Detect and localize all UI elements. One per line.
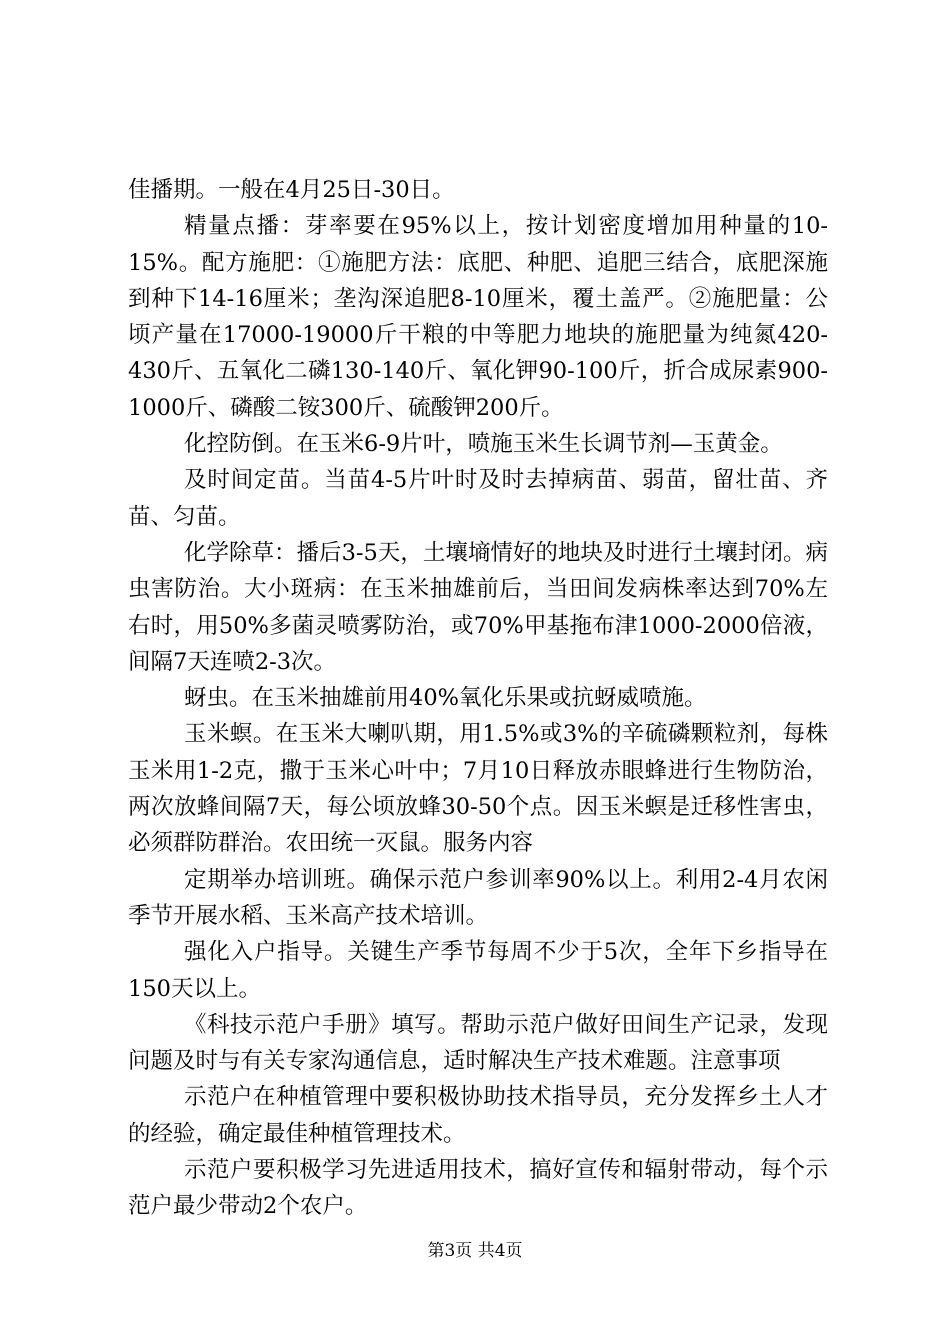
- paragraph-4: 及时间定苗。当苗4-5片叶时及时去掉病苗、弱苗，留壮苗、齐苗、匀苗。: [128, 467, 828, 530]
- paragraph-6: 蚜虫。在玉米抽雄前用40%氧化乐果或抗蚜威喷施。: [184, 685, 707, 712]
- paragraph-7: 玉米螟。在玉米大喇叭期，用1.5%或3%的辛硫磷颗粒剂，每株玉米用1-2克，撒于玉米心叶中；7月10日释放赤眼蜂进行生物防治，两次放蜂间隔7天，每公顷放蜂30-50个点。因玉米螟是迁移性害虫，必须群防群治。农田统一灭鼠。服务内容: [128, 721, 828, 857]
- paragraph-1: 佳播期。一般在4月25日-30日。: [128, 177, 455, 203]
- paragraph-9: 强化入户指导。关键生产季节每周不少于5次，全年下乡指导在150天以上。: [128, 939, 828, 1002]
- paragraph-2: 精量点播：芽率要在95%以上，按计划密度增加用种量的10-15%。配方施肥：①施肥方法：底肥、种肥、追肥三结合，底肥深施到种下14-16厘米；垄沟深追肥8-10厘米，覆土盖严。②施肥量：公顷产量在17000-19000斤干粮的中等肥力地块的施肥量为纯氮420-430斤、五氧化二磷130-140斤、氧化钾90-100斤，折合成尿素900-1000斤、磷酸二铵300斤、硫酸钾200斤。: [128, 213, 828, 421]
- paragraph-12: 示范户要积极学习先进适用技术，搞好宣传和辐射带动，每个示范户最少带动2个农户。: [128, 1157, 828, 1220]
- paragraph-8: 定期举办培训班。确保示范户参训率90%以上。利用2-4月农闲季节开展水稻、玉米高产技术培训。: [128, 866, 828, 929]
- paragraph-11: 示范户在种植管理中要积极协助技术指导员，充分发挥乡土人才的经验，确定最佳种植管理技术。: [128, 1084, 828, 1147]
- paragraph-10: 《科技示范户手册》填写。帮助示范户做好田间生产记录，发现问题及时与有关专家沟通信息，适时解决生产技术难题。注意事项: [128, 1011, 828, 1075]
- paragraph-3: 化控防倒。在玉米6-9片叶，喷施玉米生长调节剂—玉黄金。: [184, 431, 783, 458]
- document-body: [128, 172, 828, 1225]
- page-footer: 第3页 共4页: [427, 1241, 523, 1261]
- paragraph-5: 化学除草：播后3-5天，土壤墒情好的地块及时进行土壤封闭。病虫害防治。大小斑病：在玉米抽雄前后，当田间发病株率达到70%左右时，用50%多菌灵喷雾防治，或70%甲基拖布津1000-2000倍液，间隔7天连喷2-3次。: [128, 539, 828, 675]
